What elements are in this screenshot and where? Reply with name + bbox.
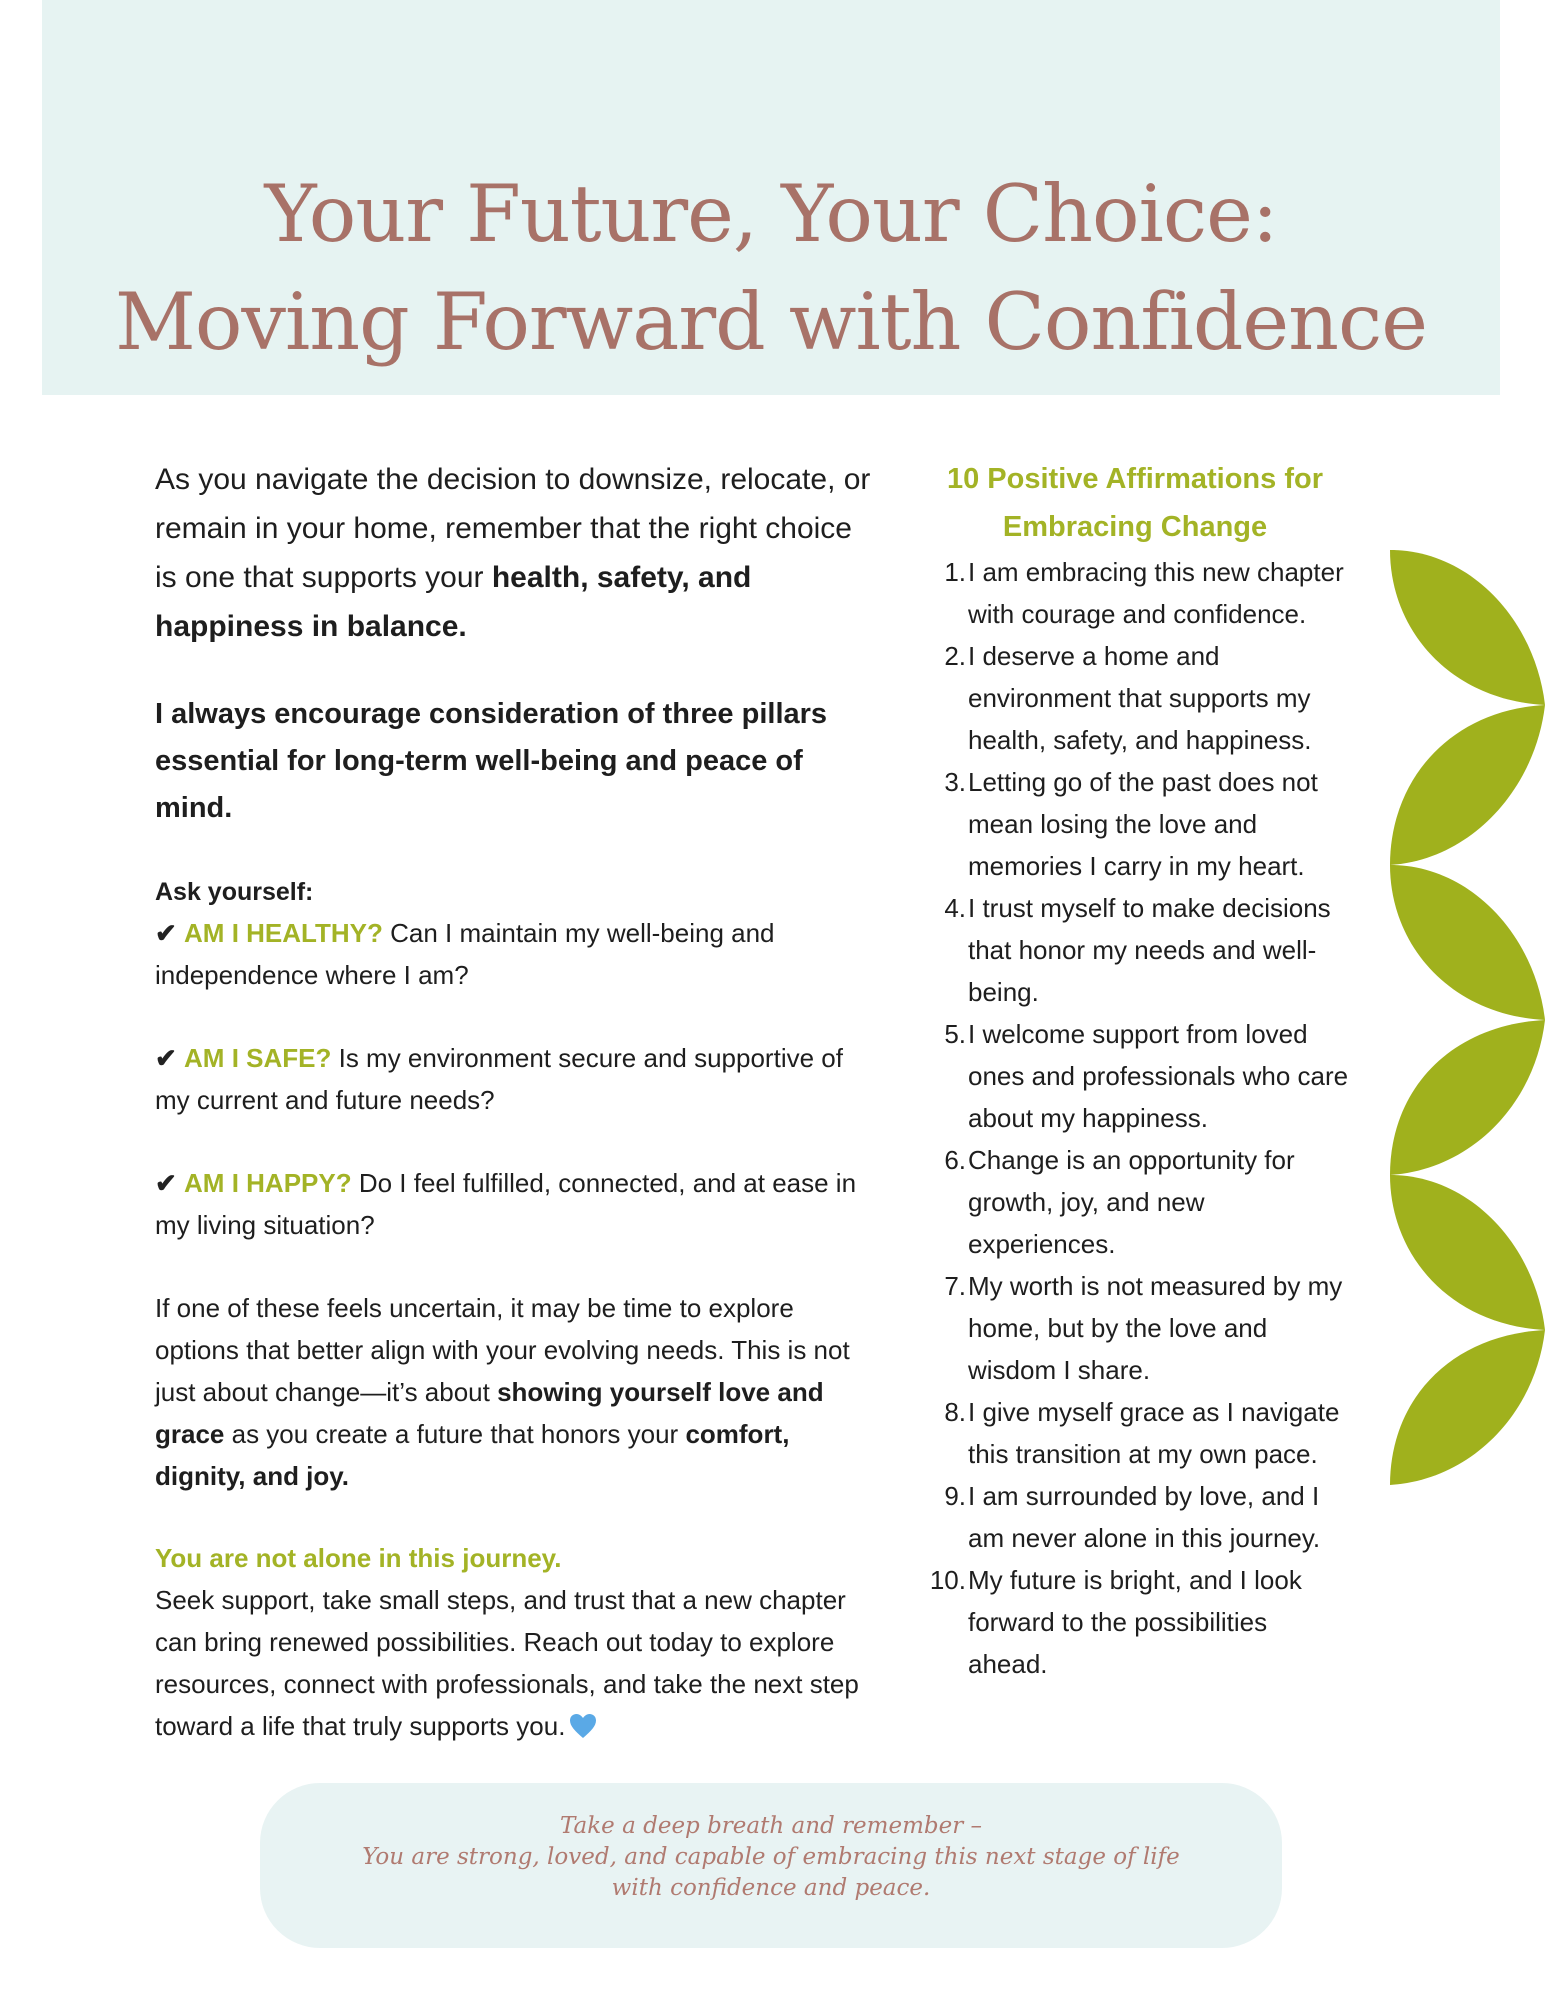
closing-line-2: You are strong, loved, and capable of embracing this next stage of life — [362, 1844, 1180, 1870]
check-label-healthy: AM I HEALTHY? — [184, 918, 383, 948]
list-text: I am surrounded by love, and I am never alone in this journey. — [968, 1481, 1321, 1553]
list-text: My future is bright, and I look forward to the possibilities ahead. — [968, 1565, 1302, 1679]
list-item — [920, 1559, 1350, 1685]
list-text: Change is an opportunity for growth, joy, and new experiences. — [968, 1145, 1295, 1259]
list-number: 6. — [944, 1145, 966, 1175]
affirmations-title-line-2: Embracing Change — [1002, 511, 1268, 543]
list-number: 1. — [944, 557, 966, 587]
closing-message-box — [260, 1783, 1282, 1948]
list-number: 5. — [944, 1019, 966, 1049]
list-item — [920, 551, 1350, 635]
check-label-happy: AM I HAPPY? — [184, 1168, 352, 1198]
intro-bold-text: health, safety, and happiness in balance. — [155, 561, 752, 643]
checkmark-icon: ✔ — [155, 1168, 177, 1198]
pillars-statement: I always encourage consideration of three pillars essential for long-term well-being and peace of mind. — [155, 698, 828, 824]
list-item — [920, 1265, 1350, 1391]
list-number: 10. — [929, 1565, 966, 1595]
list-text: My worth is not measured by my home, but by the love and wisdom I share. — [968, 1271, 1343, 1385]
check-text-happy: Do I feel fulfilled, connected, and at ease in my living situation? — [155, 1168, 857, 1240]
list-text: I am embracing this new chapter with courage and confidence. — [968, 557, 1344, 629]
list-item — [920, 761, 1350, 887]
ask-yourself-label: Ask yourself: — [155, 878, 314, 906]
list-text: Letting go of the past does not mean losing the love and memories I carry in my heart. — [968, 767, 1318, 881]
check-item-happy — [155, 1162, 875, 1246]
check-text-safe: Is my environment secure and supportive of my current and future needs? — [155, 1043, 843, 1115]
affirmations-list — [920, 551, 1350, 1685]
list-item — [920, 1475, 1350, 1559]
not-alone-heading: You are not alone in this journey. — [155, 1543, 562, 1573]
list-number: 8. — [944, 1397, 966, 1427]
intro-text: As you navigate the decision to downsize, relocate, or remain in your home, remember that the right choice is one that supports your — [155, 463, 871, 594]
list-item — [920, 1391, 1350, 1475]
left-column — [155, 455, 875, 1747]
list-number: 3. — [944, 767, 966, 797]
uncertain-bold-1: showing yourself love and grace — [155, 1377, 824, 1449]
list-item — [920, 887, 1350, 1013]
list-item — [920, 1013, 1350, 1139]
affirmations-title — [920, 455, 1350, 551]
check-text-healthy: Can I maintain my well-being and independence where I am? — [155, 918, 775, 990]
green-leaf-decoration-icon — [1390, 550, 1545, 1490]
check-item-healthy — [155, 912, 875, 996]
support-text: Seek support, take small steps, and trust that a new chapter can bring renewed possibilities. Reach out today to explore resources, connect with professionals, and take the next step toward a life that truly supports you. — [155, 1585, 859, 1741]
blue-heart-icon — [569, 1713, 597, 1739]
uncertain-paragraph — [155, 1287, 875, 1497]
list-item — [920, 1139, 1350, 1265]
title-line-1: Your Future, Your Choice: — [264, 168, 1278, 260]
check-item-safe — [155, 1037, 875, 1121]
closing-line-3: with confidence and peace. — [611, 1875, 931, 1901]
uncertain-text-1: If one of these feels uncertain, it may be time to explore options that better align with your evolving needs. This is not just about change—it’s about — [155, 1293, 850, 1407]
intro-paragraph — [155, 455, 875, 651]
list-number: 7. — [944, 1271, 966, 1301]
list-text: I deserve a home and environment that supports my health, safety, and happiness. — [968, 641, 1312, 755]
list-text: I welcome support from loved ones and professionals who care about my happiness. — [968, 1019, 1349, 1133]
affirmations-column — [920, 455, 1350, 1685]
closing-line-1: Take a deep breath and remember – — [559, 1813, 983, 1839]
affirmations-title-line-1: 10 Positive Affirmations for — [946, 463, 1323, 495]
uncertain-text-2: as you create a future that honors your — [224, 1419, 686, 1449]
check-label-safe: AM I SAFE? — [184, 1043, 332, 1073]
checkmark-icon: ✔ — [155, 1043, 177, 1073]
title-line-2: Moving Forward with Confidence — [114, 276, 1428, 368]
uncertain-bold-2: comfort, dignity, and joy. — [155, 1419, 790, 1491]
checkmark-icon: ✔ — [155, 918, 177, 948]
list-text: I trust myself to make decisions that honor my needs and well-being. — [968, 893, 1331, 1007]
list-number: 2. — [944, 641, 966, 671]
list-number: 4. — [944, 893, 966, 923]
list-number: 9. — [944, 1481, 966, 1511]
support-paragraph — [155, 1579, 875, 1747]
list-item — [920, 635, 1350, 761]
list-text: I give myself grace as I navigate this transition at my own pace. — [968, 1397, 1340, 1469]
page-title — [42, 160, 1500, 376]
